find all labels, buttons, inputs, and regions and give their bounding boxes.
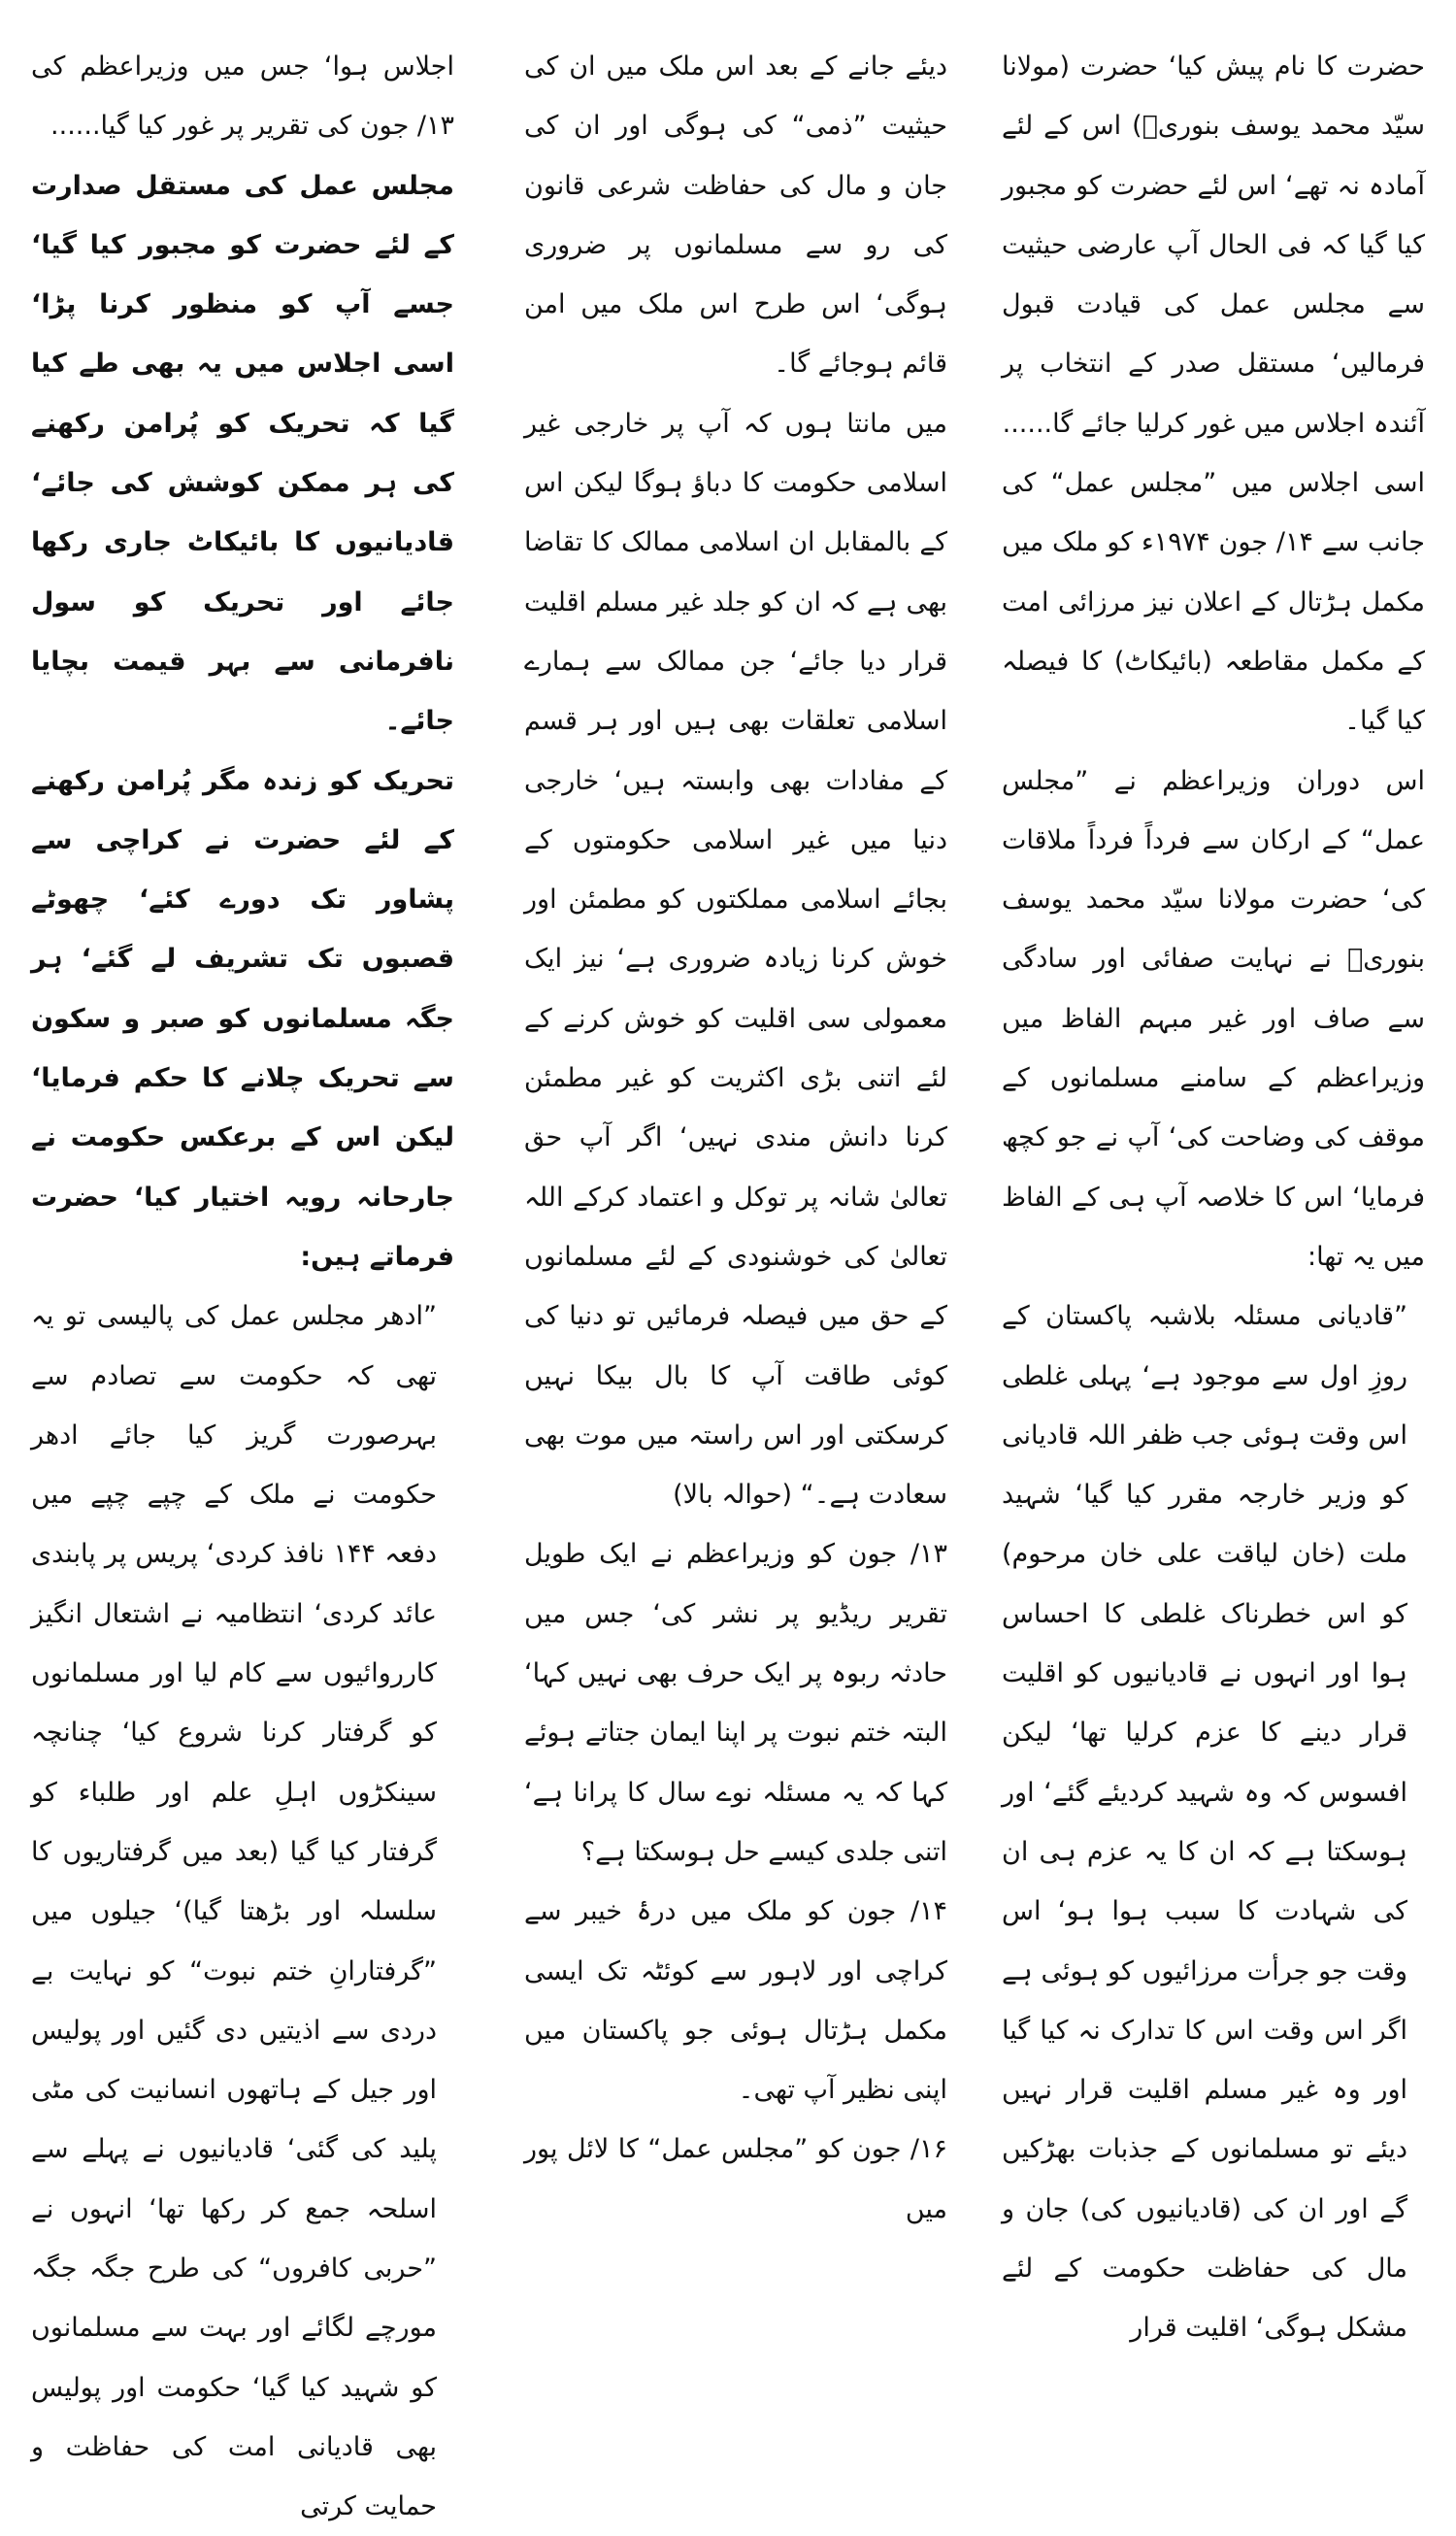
text-column-left <box>31 37 454 2522</box>
section-heading-paragraph: تحریک کو زندہ مگر پُرامن رکھنے کے لئے حضرت نے کراچی سے پشاور تک دورے کئے‘ چھوٹے قصبوں تک تشریف لے گئے‘ ہر جگہ مسلمانوں کو صبر و سکون سے تحریک چلانے کا حکم فرمایا‘ لیکن اس کے برعکس حکومت نے جارحانہ رویہ اختیار کیا‘ حضرت فرماتے ہیں: <box>31 765 454 1272</box>
section-heading-paragraph: مجلس عمل کی مستقل صدارت کے لئے حضرت کو مجبور کیا گیا‘ جسے آپ کو منظور کرنا پڑا‘ اسی اجلاس میں یہ بھی طے کیا گیا کہ تحریک کو پُرامن رکھنے کی ہر ممکن کوشش کی جائے‘ قادیانیوں کا بائیکاٹ جاری رکھا جائے اور تحریک کو سول نافرمانی سے بہر قیمت بچایا جائے۔ <box>31 170 454 737</box>
text-column-right <box>1002 37 1425 2344</box>
paragraph: اجلاس ہوا‘ جس میں وزیراعظم کی ۱۳/ جون کی تقریر پر غور کیا گیا...... <box>31 51 454 142</box>
paragraph: ۱۳/ جون کو وزیراعظم نے ایک طویل تقریر ریڈیو پر نشر کی‘ جس میں حادثہ ربوہ پر ایک حرف بھی نہیں کہا‘ البتہ ختم نبوت پر اپنا ایمان جتاتے ہوئے کہا کہ یہ مسئلہ نوے سال کا پرانا ہے‘ اتنی جلدی کیسے حل ہوسکتا ہے؟ <box>524 1539 947 1867</box>
text-column-middle <box>524 37 947 2224</box>
quoted-paragraph: ”ادھر مجلس عمل کی پالیسی تو یہ تھی کہ حکومت سے تصادم سے بہرصورت گریز کیا جائے ادھر حکومت نے ملک کے چپے چپے میں دفعہ ۱۴۴ نافذ کردی‘ پریس پر پابندی عائد کردی‘ انتظامیہ نے اشتعال انگیز کارروائیوں سے کام لیا اور مسلمانوں کو گرفتار کرنا شروع کیا‘ چنانچہ سینکڑوں اہلِ علم اور طلباء کو گرفتار کیا گیا (بعد میں گرفتاریوں کا سلسلہ اور بڑھتا گیا)‘ جیلوں میں ”گرفتارانِ ختم نبوت“ کو نہایت بے دردی سے اذیتیں دی گئیں اور پولیس اور جیل کے ہاتھوں انسانیت کی مٹی پلید کی گئی‘ قادیانیوں نے پہلے سے اسلحہ جمع کر رکھا تھا‘ انہوں نے ”حربی کافروں“ کی طرح جگہ جگہ مورچے لگائے اور بہت سے مسلمانوں کو شہید کیا گیا‘ حکومت اور پولیس بھی قادیانی امت کی حفاظت و حمایت کرتی <box>31 1301 437 2522</box>
paragraph: اس دوران وزیراعظم نے ”مجلس عمل“ کے ارکان سے فرداً فرداً ملاقات کی‘ حضرت مولانا سیّد محمد یوسف بنوریؒ نے نہایت صفائی اور سادگی سے صاف اور غیر مبہم الفاظ میں وزیراعظم کے سامنے مسلمانوں کے موقف کی وضاحت کی‘ آپ نے جو کچھ فرمایا‘ اس کا خلاصہ آپ ہی کے الفاظ میں یہ تھا: <box>1002 765 1425 1272</box>
paragraph: اسی اجلاس میں ”مجلس عمل“ کی جانب سے ۱۴/ جون ۱۹۷۴ء کو ملک میں مکمل ہڑتال کے اعلان نیز مرزائی امت کے مکمل مقاطعہ (بائیکاٹ) کا فیصلہ کیا گیا۔ <box>1002 468 1425 737</box>
paragraph: دیئے جانے کے بعد اس ملک میں ان کی حیثیت ”ذمی“ کی ہوگی اور ان کی جان و مال کی حفاظت شرعی قانون کی رو سے مسلمانوں پر ضروری ہوگی‘ اس طرح اس ملک میں امن قائم ہوجائے گا۔ <box>524 51 947 380</box>
paragraph: حضرت کا نام پیش کیا‘ حضرت (مولانا سیّد محمد یوسف بنوریؒ) اس کے لئے آمادہ نہ تھے‘ اس لئے حضرت کو مجبور کیا گیا کہ فی الحال آپ عارضی حیثیت سے مجلس عمل کی قیادت قبول فرمالیں‘ مستقل صدر کے انتخاب پر آئندہ اجلاس میں غور کرلیا جائے گا...... <box>1002 51 1425 439</box>
paragraph: ۱۴/ جون کو ملک میں درۂ خیبر سے کراچی اور لاہور سے کوئٹہ تک ایسی مکمل ہڑتال ہوئی جو پاکستان میں اپنی نظیر آپ تھی۔ <box>524 1896 947 2106</box>
paragraph: میں مانتا ہوں کہ آپ پر خارجی غیر اسلامی حکومت کا دباؤ ہوگا لیکن اس کے بالمقابل ان اسلامی ممالک کا تقاضا بھی ہے کہ ان کو جلد غیر مسلم اقلیت قرار دیا جائے‘ جن ممالک سے ہمارے اسلامی تعلقات بھی ہیں اور ہر قسم کے مفادات بھی وابستہ ہیں‘ خارجی دنیا میں غیر اسلامی حکومتوں کے بجائے اسلامی مملکتوں کو مطمئن اور خوش کرنا زیادہ ضروری ہے‘ نیز ایک معمولی سی اقلیت کو خوش کرنے کے لئے اتنی بڑی اکثریت کو غیر مطمئن کرنا دانش مندی نہیں‘ اگر آپ حق تعالیٰ شانہ پر توکل و اعتماد کرکے اللہ تعالیٰ کی خوشنودی کے لئے مسلمانوں کے حق میں فیصلہ فرمائیں تو دنیا کی کوئی طاقت آپ کا بال بیکا نہیں کرسکتی اور اس راستہ میں موت بھی سعادت ہے۔“ (حوالہ بالا) <box>524 408 947 1511</box>
quoted-paragraph: ”قادیانی مسئلہ بلاشبہ پاکستان کے روزِ اول سے موجود ہے‘ پہلی غلطی اس وقت ہوئی جب ظفر اللہ قادیانی کو وزیر خارجہ مقرر کیا گیا‘ شہید ملت (خان لیاقت علی خان مرحوم) کو اس خطرناک غلطی کا احساس ہوا اور انہوں نے قادیانیوں کو اقلیت قرار دینے کا عزم کرلیا تھا‘ لیکن افسوس کہ وہ شہید کردیئے گئے‘ اور ہوسکتا ہے کہ ان کا یہ عزم ہی ان کی شہادت کا سبب ہوا ہو‘ اس وقت جو جرأت مرزائیوں کو ہوئی ہے اگر اس وقت اس کا تدارک نہ کیا گیا اور وہ غیر مسلم اقلیت قرار نہیں دیئے تو مسلمانوں کے جذبات بھڑکیں گے اور ان کی (قادیانیوں کی) جان و مال کی حفاظت حکومت کے لئے مشکل ہوگی‘ اقلیت قرار <box>1002 1301 1407 2344</box>
paragraph: ۱۶/ جون کو ”مجلس عمل“ کا لائل پور میں <box>524 2134 947 2224</box>
